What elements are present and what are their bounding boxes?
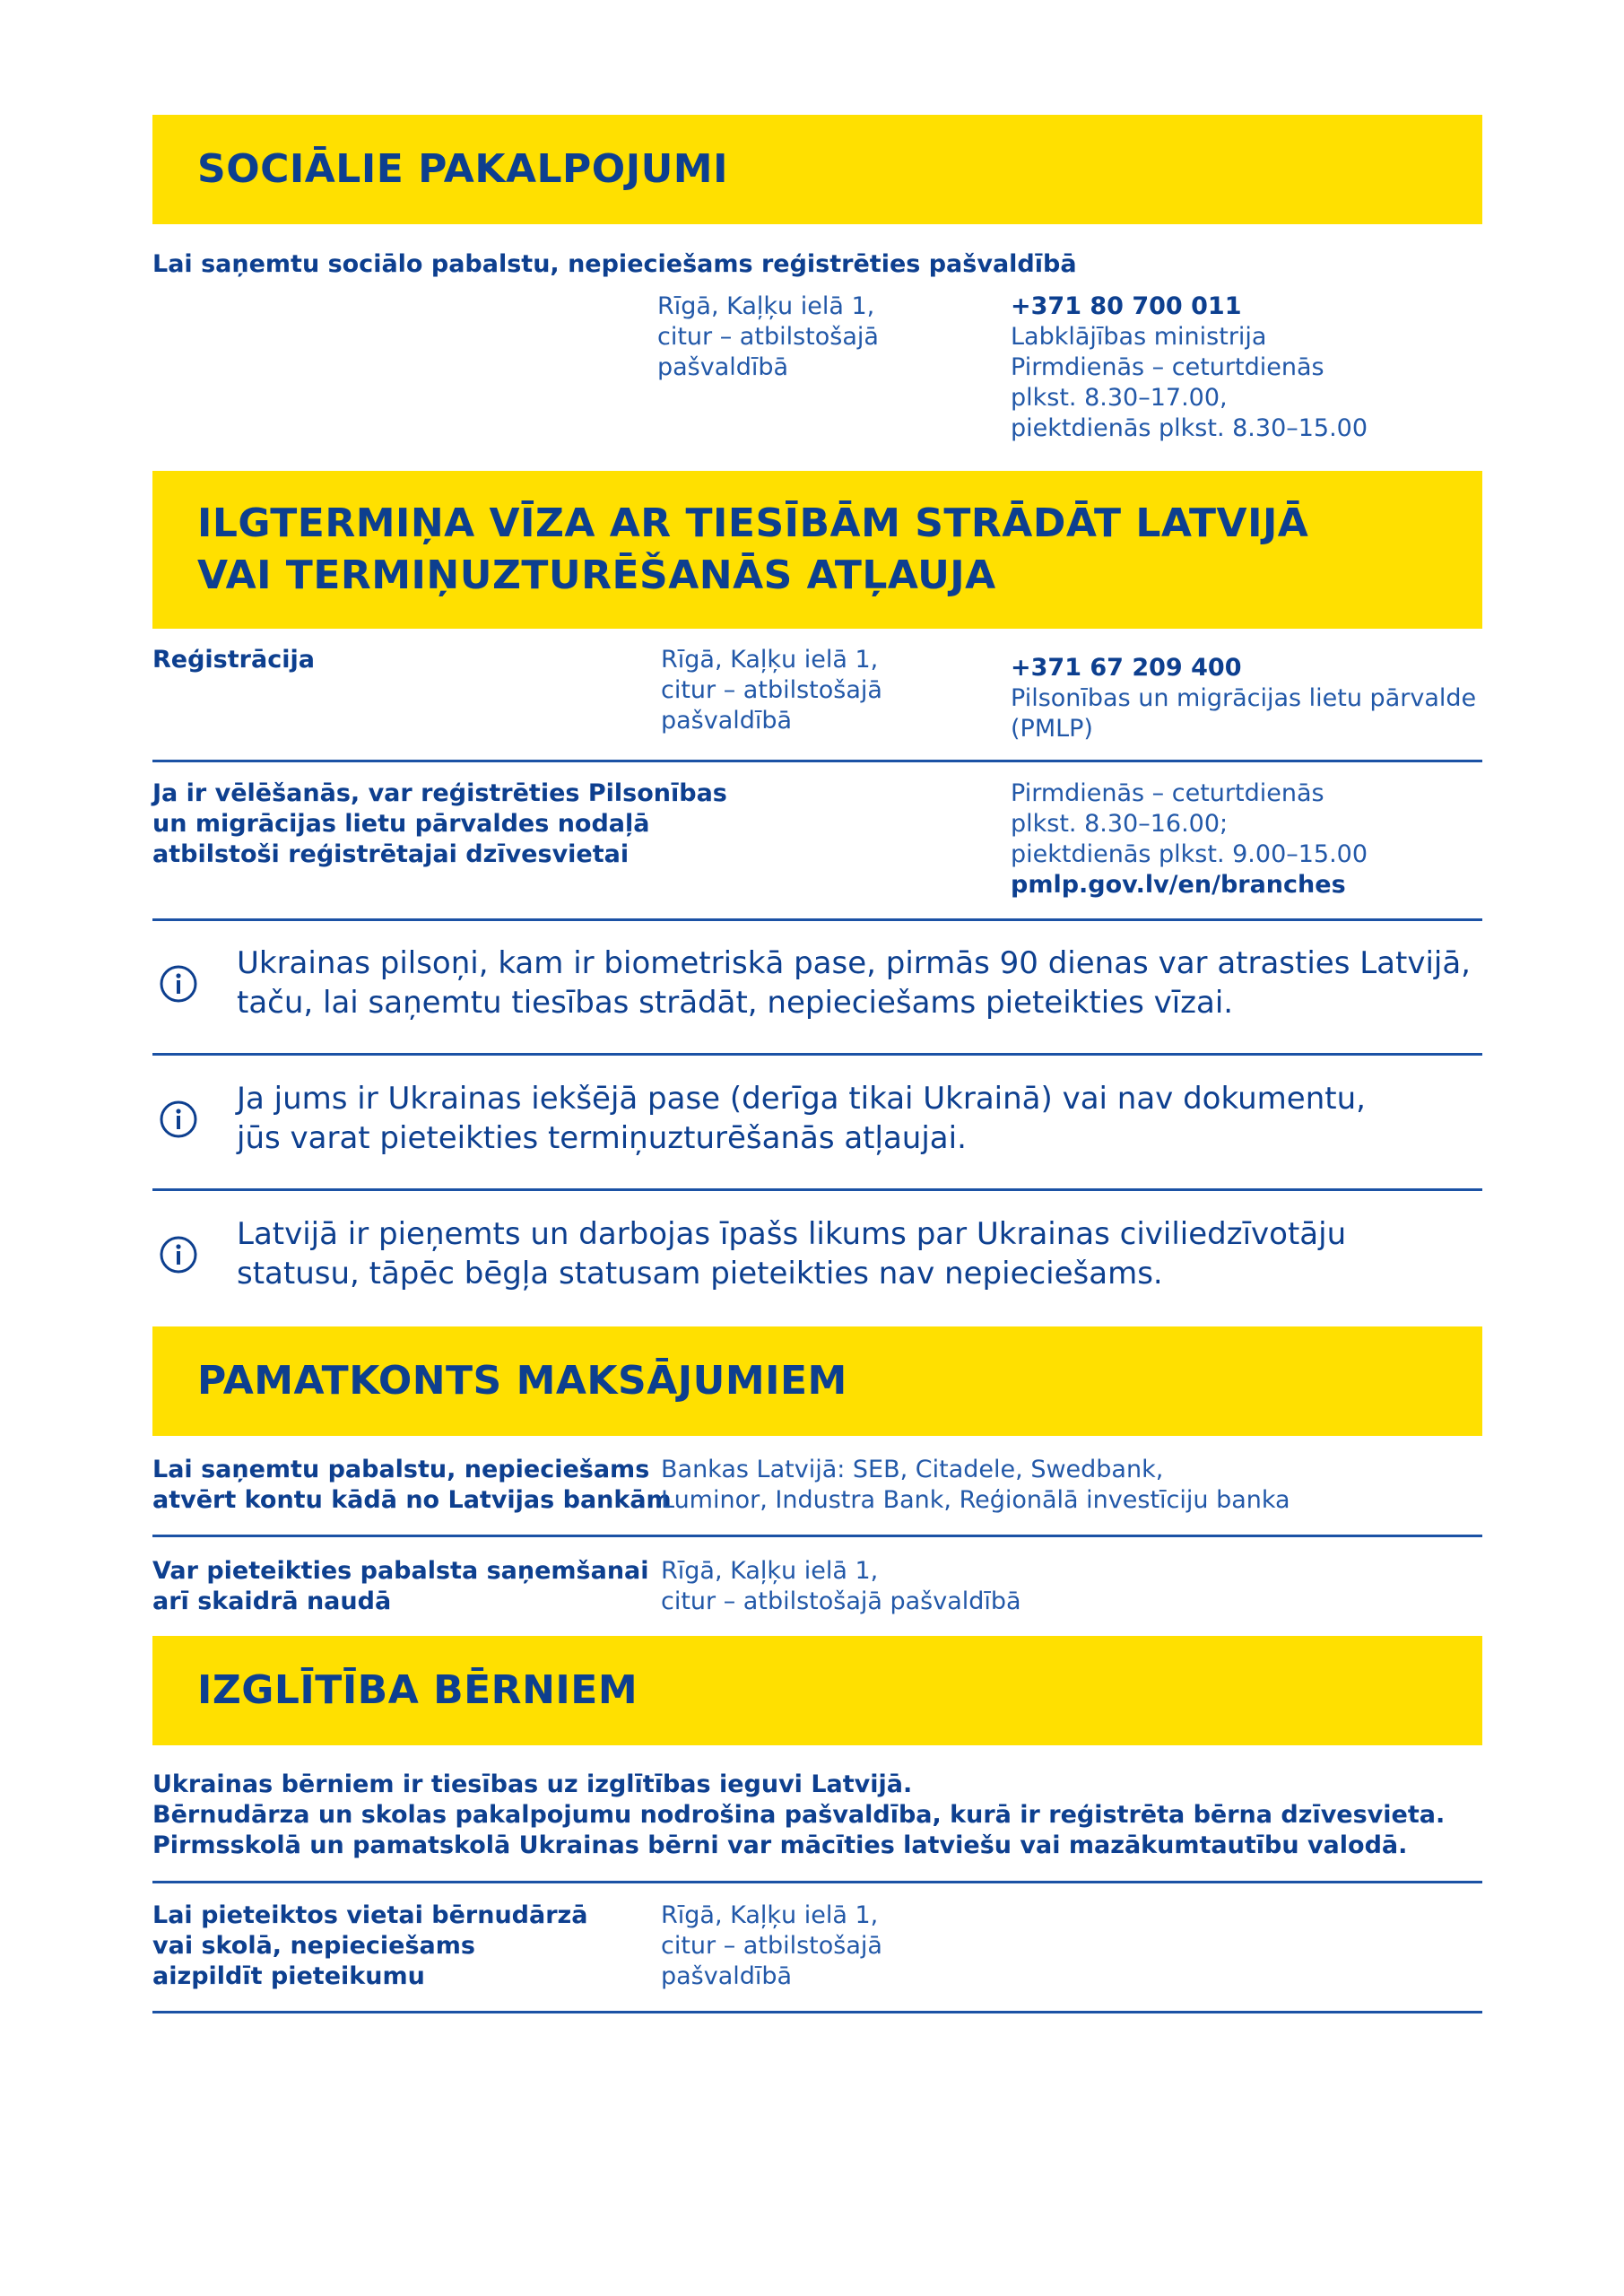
section-banner-social [152,115,1482,224]
info-circle-icon [160,1236,197,1274]
divider [152,1188,1482,1191]
divider [152,918,1482,921]
account-row1-value: Bankas Latvijā: SEB, Citadele, Swedbank, Luminor, Industra Bank, Reģionālā investīciju banka [661,1456,1290,1514]
info-circle-icon [160,965,197,1003]
divider [152,760,1482,762]
section-banner-account [152,1326,1482,1436]
info-note: Ukrainas pilsoņi, kam ir biometriskā pase, pirmās 90 dienas var atrasties Latvijā, taču, lai saņemtu tiesības strādāt, nepieciešams pieteikties vīzai. [237,945,1471,1021]
account-row2-label: Var pieteikties pabalsta saņemšanai arī skaidrā naudā [152,1557,649,1615]
visa-location: Rīgā, Kaļķu ielā 1, citur – atbilstošajā pašvaldībā [661,646,882,735]
section-title: SOCIĀLIE PAKALPOJUMI [197,146,728,192]
education-apply-label: Lai pieteiktos vietai bērnudārzā vai skolā, nepieciešams aizpildīt pieteikumu [152,1901,588,1990]
visa-contact: +371 67 209 400 Pilsonības un migrācijas lietu pārvalde (PMLP) [1011,654,1477,743]
visa-branch-text: Ja ir vēlēšanās, var reģistrēties Pilsonības un migrācijas lietu pārvaldes nodaļā atbilstoši reģistrētajai dzīvesvietai [152,779,727,868]
social-contact: +371 80 700 011 Labklājības ministrija Pirmdienās – ceturtdienās plkst. 8.30–17.00, piektdienās plkst. 8.30–15.00 [1011,292,1368,442]
info-note: Latvijā ir pieņemts un darbojas īpašs likums par Ukrainas civiliedzīvotāju statusu, tāpēc bēgļa statusam pieteikties nav nepieciešams. [237,1216,1347,1292]
account-row1-label: Lai saņemtu pabalstu, nepieciešams atvērt kontu kādā no Latvijas bankām [152,1456,672,1514]
education-location: Rīgā, Kaļķu ielā 1, citur – atbilstošajā pašvaldībā [661,1901,882,1990]
visa-hours: Pirmdienās – ceturtdienās plkst. 8.30–16.00; piektdienās plkst. 9.00–15.00 pmlp.gov.lv/en/branches [1011,779,1368,899]
phone-number: +371 80 700 011 [1011,292,1242,320]
visa-registration-label: Reģistrācija [152,646,315,674]
social-intro: Lai saņemtu sociālo pabalstu, nepieciešams reģistrēties pašvaldībā [152,250,1077,278]
social-location: Rīgā, Kaļķu ielā 1, citur – atbilstošajā pašvaldībā [657,292,879,381]
divider [152,1535,1482,1537]
info-note: Ja jums ir Ukrainas iekšējā pase (derīga tikai Ukrainā) vai nav dokumentu, jūs varat pieteikties termiņuzturēšanās atļaujai. [237,1081,1366,1156]
section-title: ILGTERMIŅA VĪZA AR TIESĪBĀM STRĀDĀT LATVIJĀ VAI TERMIŅUZTURĒŠANĀS ATĻAUJA [197,500,1309,598]
education-intro: Ukrainas bērniem ir tiesības uz izglītības ieguvi Latvijā. Bērnudārza un skolas pakalpojumu nodrošina pašvaldība, kurā ir reģistrēta bērna dzīvesvieta. Pirmsskolā un pamatskolā Ukrainas bērni var mācīties latviešu vai mazākumtautību valodā. [152,1770,1446,1859]
divider [152,2011,1482,2013]
section-title: PAMATKONTS MAKSĀJUMIEM [197,1358,847,1404]
pmlp-branches-link[interactable]: pmlp.gov.lv/en/branches [1011,871,1346,899]
account-row2-value: Rīgā, Kaļķu ielā 1, citur – atbilstošajā pašvaldībā [661,1557,1021,1615]
divider [152,1053,1482,1056]
section-banner-visa [152,471,1482,629]
divider [152,1881,1482,1883]
info-circle-icon [160,1100,197,1138]
section-banner-education [152,1636,1482,1745]
section-title: IZGLĪTĪBA BĒRNIEM [197,1667,638,1713]
phone-number: +371 67 209 400 [1011,654,1242,682]
